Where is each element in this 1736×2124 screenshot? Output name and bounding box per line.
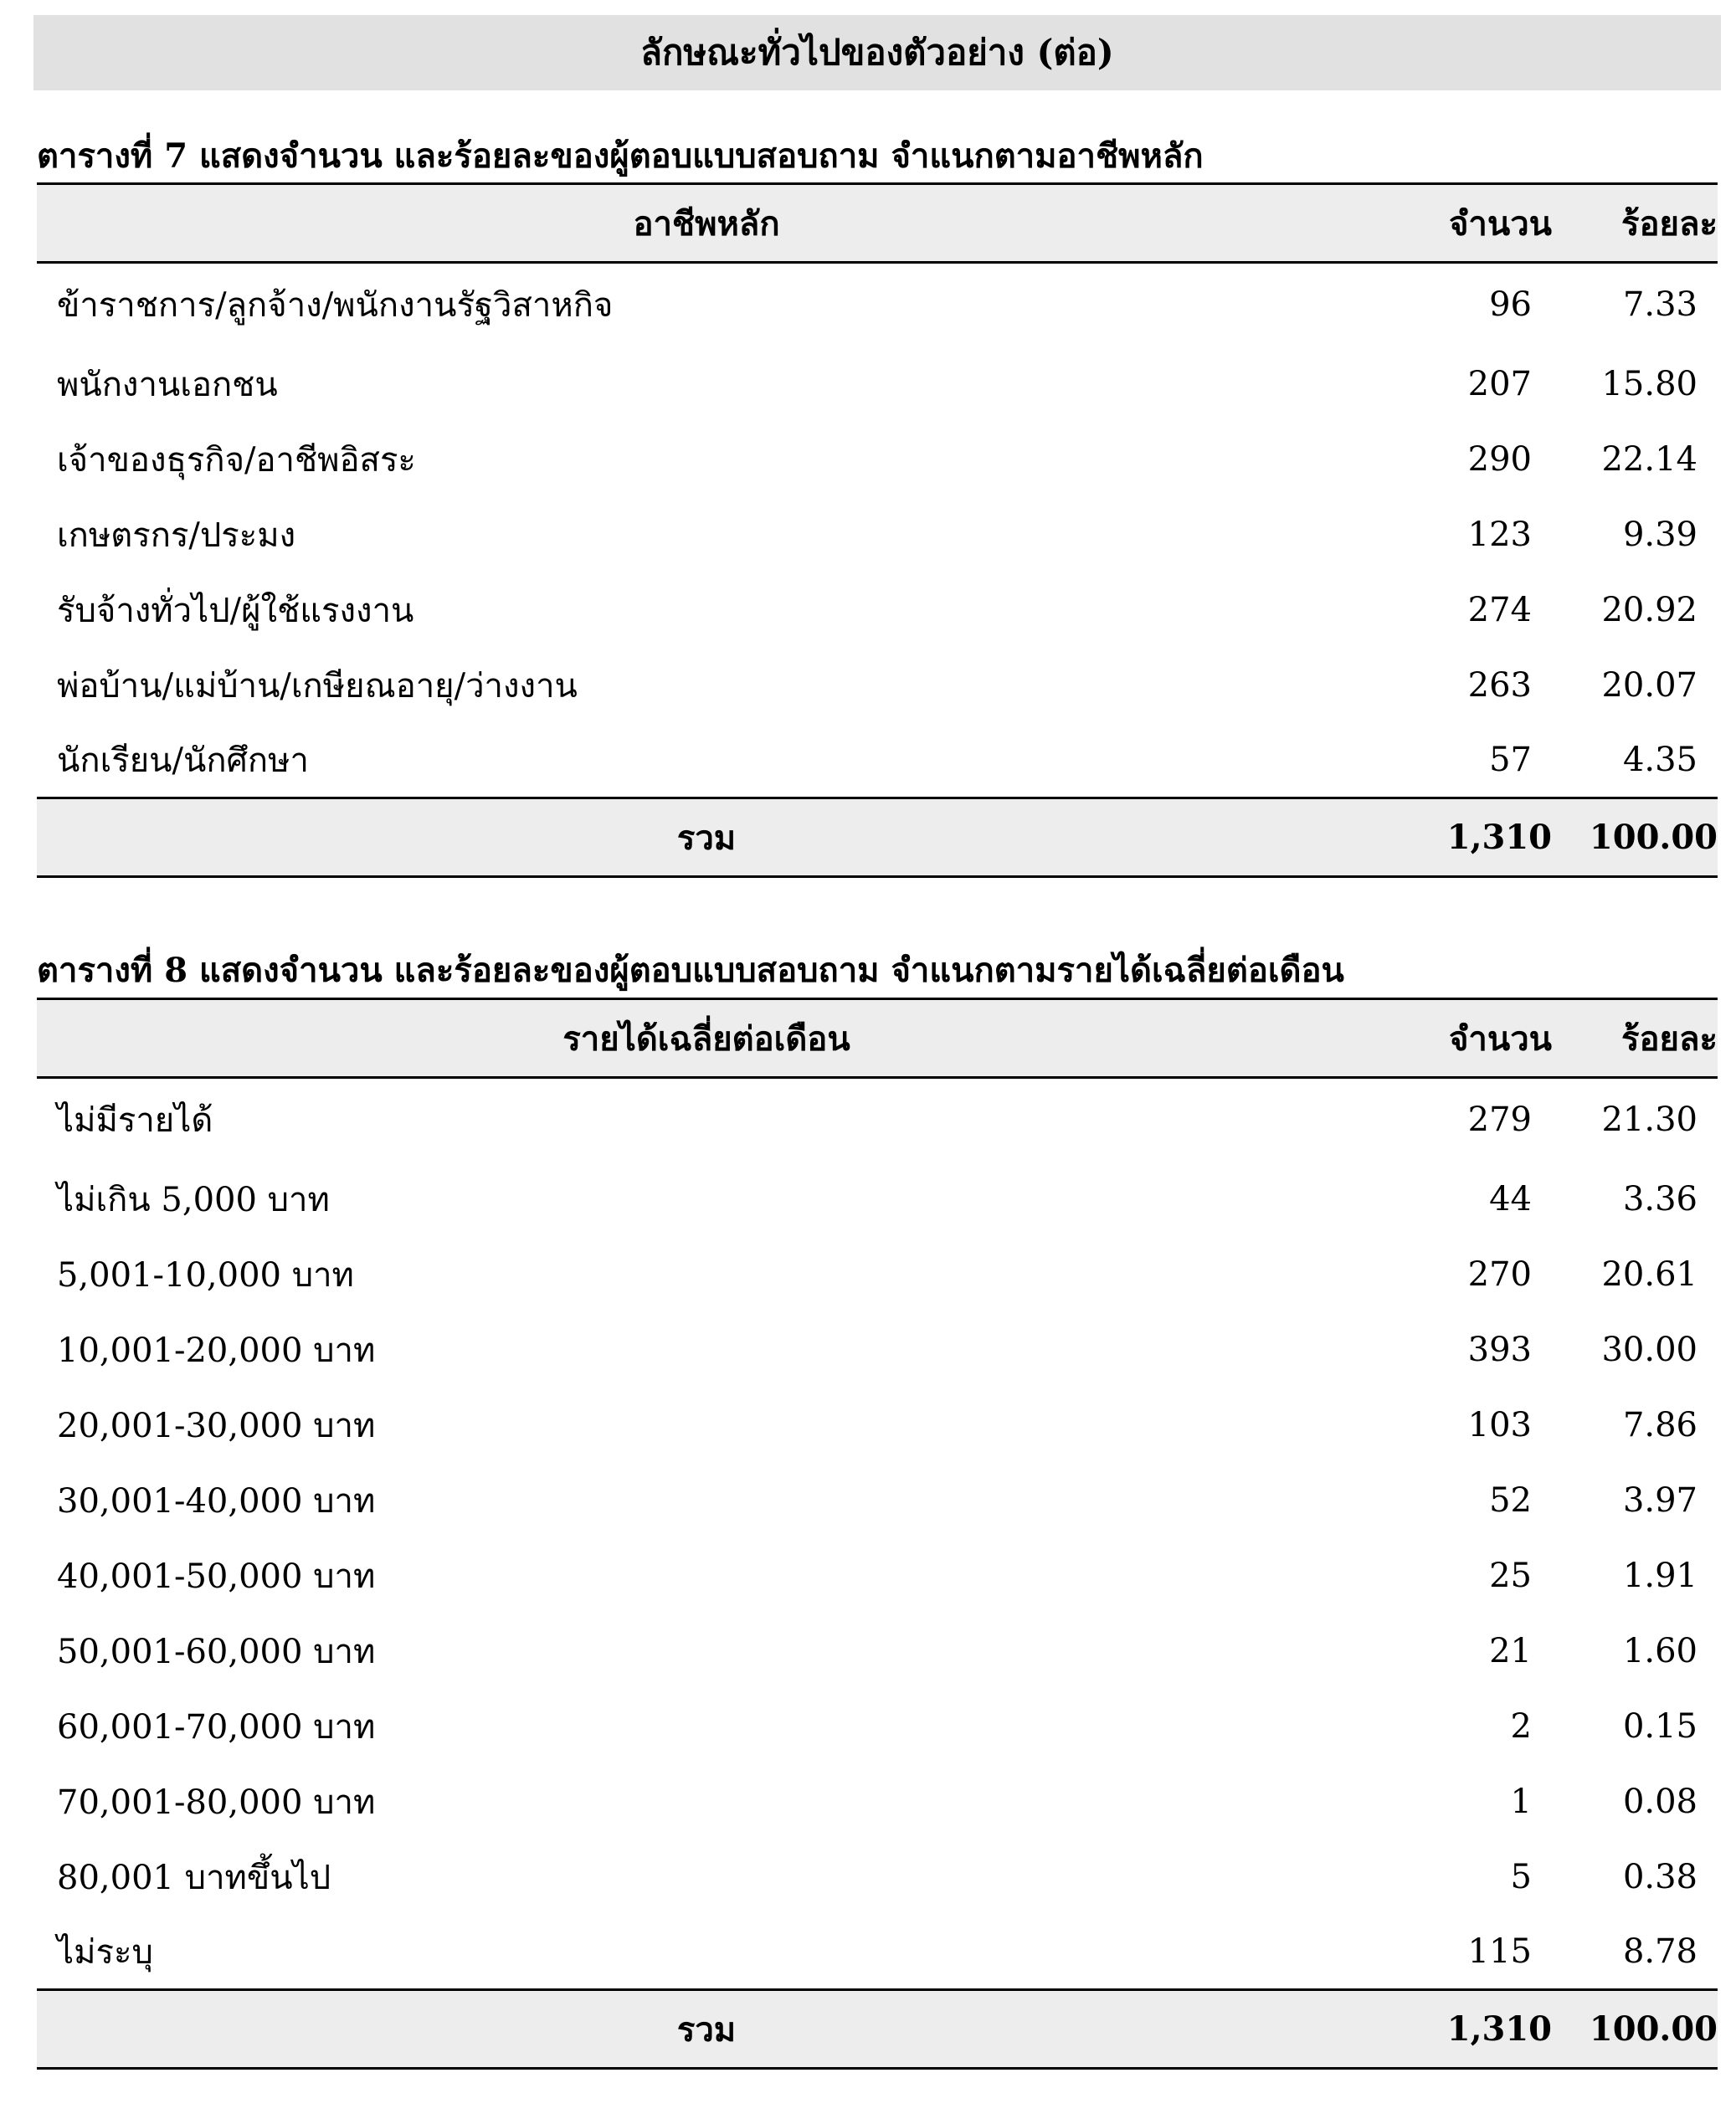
row-label: ไม่มีรายได้ <box>57 1101 213 1141</box>
table-row <box>37 263 1718 346</box>
row-count: 52 <box>1489 1480 1532 1520</box>
table-row <box>37 1839 1718 1915</box>
table-row <box>37 422 1718 497</box>
income-table <box>37 998 1718 2070</box>
row-percent: 30.00 <box>1601 1330 1697 1369</box>
table-row <box>37 1463 1718 1538</box>
table-row <box>37 1237 1718 1312</box>
row-percent: 7.33 <box>1622 285 1697 325</box>
row-label: ไม่ระบุ <box>57 1932 153 1972</box>
occupation-table <box>37 182 1718 878</box>
row-percent: 3.97 <box>1622 1480 1697 1520</box>
table-row <box>37 1162 1718 1237</box>
row-count: 270 <box>1467 1254 1532 1294</box>
row-count: 25 <box>1489 1556 1532 1595</box>
row-count: 57 <box>1489 740 1532 779</box>
row-count: 44 <box>1489 1179 1532 1218</box>
row-count: 123 <box>1467 515 1532 554</box>
table-row <box>37 1388 1718 1463</box>
table-row <box>37 497 1718 572</box>
table7-caption: ตารางที่ 7 แสดงจำนวน และร้อยละของผู้ตอบแบบสอบถาม จำแนกตามอาชีพหลัก <box>37 136 1204 176</box>
column-header-count: จำนวน <box>1376 184 1552 263</box>
total-label: รวม <box>37 1990 1376 2069</box>
row-label: ไม่เกิน 5,000 บาท <box>57 1180 330 1219</box>
row-label: 20,001-30,000 บาท <box>57 1406 376 1445</box>
table-row <box>37 648 1718 723</box>
row-count: 290 <box>1467 439 1532 479</box>
row-label: 70,001-80,000 บาท <box>57 1783 376 1822</box>
row-label: เกษตรกร/ประมง <box>57 516 296 555</box>
row-label: 50,001-60,000 บาท <box>57 1632 376 1671</box>
row-label: ข้าราชการ/ลูกจ้าง/พนักงานรัฐวิสาหกิจ <box>57 286 614 326</box>
row-count: 1 <box>1510 1782 1532 1821</box>
total-row <box>37 798 1718 877</box>
row-count: 279 <box>1467 1100 1532 1140</box>
row-percent: 1.60 <box>1622 1631 1697 1670</box>
section-title: ลักษณะทั่วไปของตัวอย่าง (ต่อ) <box>33 15 1721 90</box>
table-row <box>37 346 1718 422</box>
total-percent: 100.00 <box>1552 1990 1718 2069</box>
row-label: 30,001-40,000 บาท <box>57 1481 376 1521</box>
row-count: 263 <box>1467 665 1532 705</box>
row-label: พ่อบ้าน/แม่บ้าน/เกษียณอายุ/ว่างงาน <box>57 666 578 705</box>
row-percent: 3.36 <box>1622 1179 1697 1218</box>
row-percent: 0.08 <box>1622 1782 1697 1821</box>
table-row <box>37 1078 1718 1162</box>
row-count: 115 <box>1467 1932 1532 1971</box>
row-percent: 22.14 <box>1601 439 1697 479</box>
row-count: 207 <box>1467 364 1532 403</box>
row-percent: 4.35 <box>1622 740 1697 779</box>
column-header-count: จำนวน <box>1376 999 1552 1078</box>
table-row <box>37 723 1718 798</box>
row-label: พนักงานเอกชน <box>57 365 278 404</box>
row-percent: 20.07 <box>1601 665 1697 705</box>
row-label: นักเรียน/นักศึกษา <box>57 741 309 780</box>
total-percent: 100.00 <box>1552 798 1718 877</box>
table-row <box>37 1538 1718 1614</box>
column-header-percent: ร้อยละ <box>1552 184 1718 263</box>
table-row <box>37 1764 1718 1839</box>
row-percent: 21.30 <box>1601 1100 1697 1140</box>
total-count: 1,310 <box>1376 1990 1552 2069</box>
total-count: 1,310 <box>1376 798 1552 877</box>
row-label: 80,001 บาทขึ้นไป <box>57 1858 331 1897</box>
row-percent: 8.78 <box>1622 1932 1697 1971</box>
table-header-row <box>37 184 1718 263</box>
row-percent: 9.39 <box>1622 515 1697 554</box>
table-header-row <box>37 999 1718 1078</box>
row-label: 60,001-70,000 บาท <box>57 1707 376 1747</box>
row-label: 5,001-10,000 บาท <box>57 1255 354 1295</box>
table-row <box>37 1915 1718 1990</box>
row-label: 10,001-20,000 บาท <box>57 1331 376 1370</box>
row-count: 393 <box>1467 1330 1532 1369</box>
table8-caption: ตารางที่ 8 แสดงจำนวน และร้อยละของผู้ตอบแบบสอบถาม จำแนกตามรายได้เฉลี่ยต่อเดือน <box>37 951 1344 990</box>
table-row <box>37 1312 1718 1388</box>
row-count: 96 <box>1489 285 1532 325</box>
row-percent: 20.61 <box>1601 1254 1697 1294</box>
row-count: 21 <box>1489 1631 1532 1670</box>
row-count: 103 <box>1467 1405 1532 1444</box>
column-header-occupation: อาชีพหลัก <box>37 184 1376 263</box>
table-row <box>37 572 1718 648</box>
column-header-income: รายได้เฉลี่ยต่อเดือน <box>37 999 1376 1078</box>
row-percent: 1.91 <box>1622 1556 1697 1595</box>
row-label: เจ้าของธุรกิจ/อาชีพอิสระ <box>57 440 416 480</box>
row-percent: 0.15 <box>1622 1706 1697 1746</box>
row-percent: 0.38 <box>1622 1857 1697 1896</box>
row-label: 40,001-50,000 บาท <box>57 1557 376 1596</box>
total-label: รวม <box>37 798 1376 877</box>
column-header-percent: ร้อยละ <box>1552 999 1718 1078</box>
total-row <box>37 1990 1718 2069</box>
row-count: 2 <box>1510 1706 1532 1746</box>
row-count: 5 <box>1510 1857 1532 1896</box>
row-count: 274 <box>1467 590 1532 629</box>
row-percent: 15.80 <box>1601 364 1697 403</box>
row-label: รับจ้างทั่วไป/ผู้ใช้แรงงาน <box>57 591 414 630</box>
table-row <box>37 1614 1718 1689</box>
table-row <box>37 1689 1718 1764</box>
row-percent: 7.86 <box>1622 1405 1697 1444</box>
row-percent: 20.92 <box>1601 590 1697 629</box>
